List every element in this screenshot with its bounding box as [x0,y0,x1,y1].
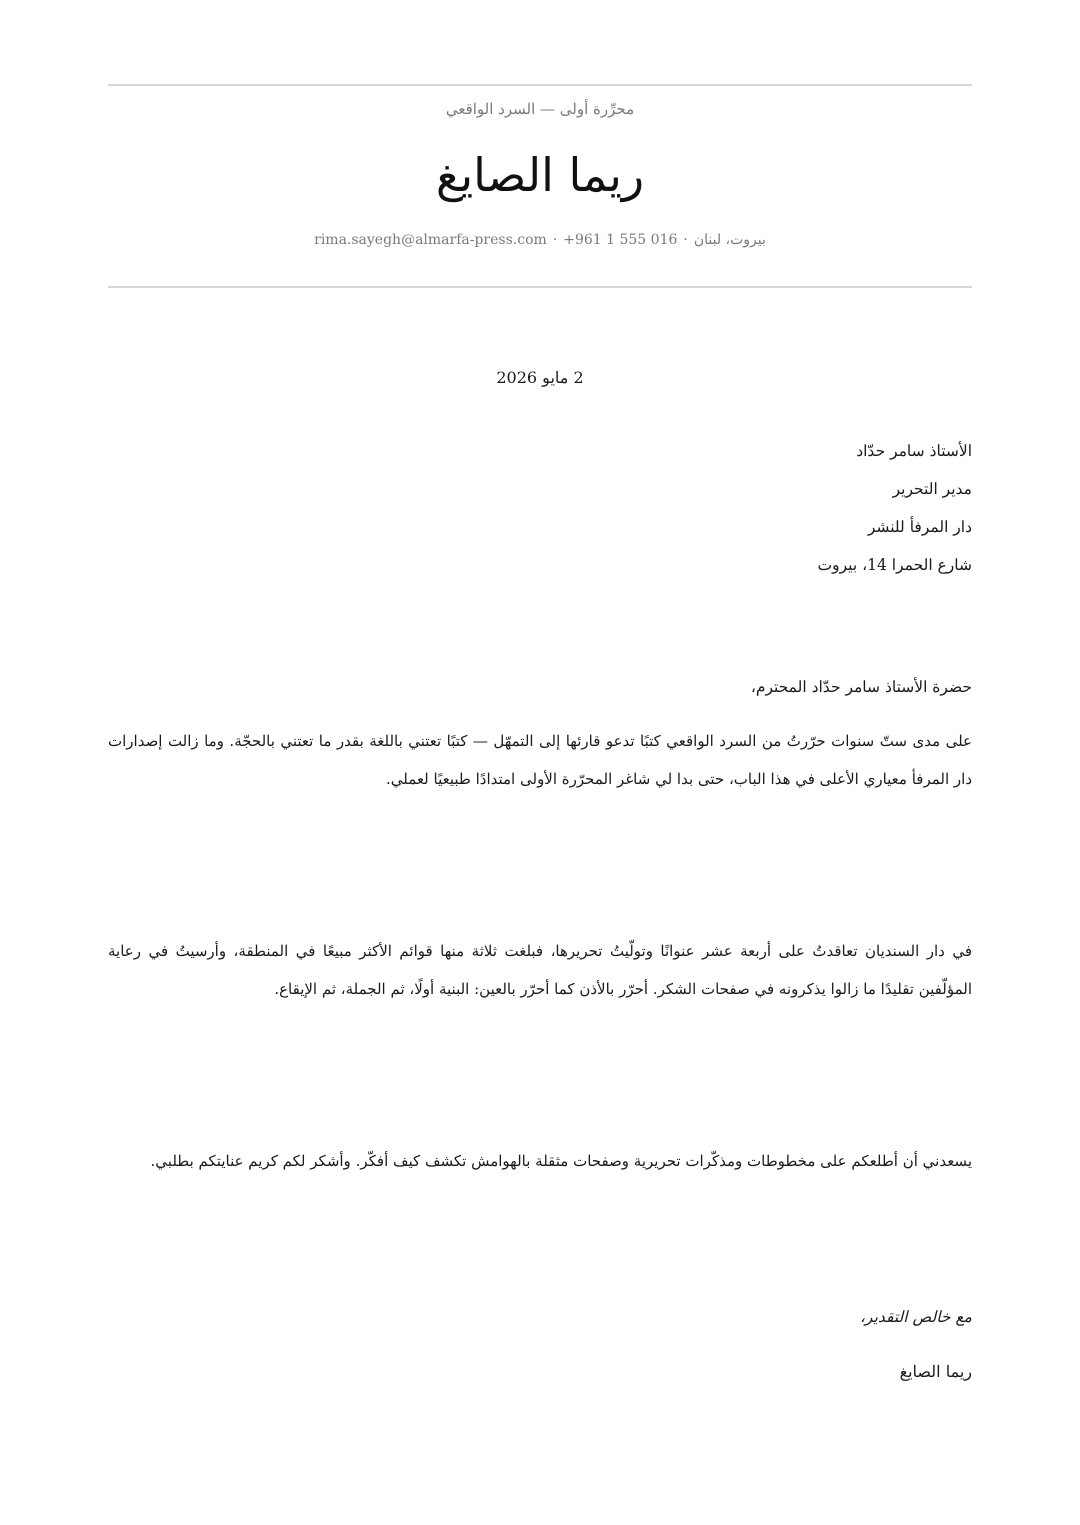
sender-name-title: ريما الصايغ [435,148,645,202]
recipient-role: مدير التحرير [892,480,972,498]
recipient-name: الأستاذ سامر حدّاد [856,442,972,460]
sender-location: بيروت، لبنان [693,232,766,248]
recipient-address: شارع الحمرا 14، بيروت [817,556,972,574]
header-top-divider [108,84,972,86]
contact-separator: · [683,232,688,248]
letter-date: 2 مايو 2026 [496,368,584,387]
letter-page [108,0,972,1525]
sender-contact-line [108,232,972,248]
sender-tagline: محرِّرة أولى — السرد الواقعي [445,100,635,118]
body-paragraph: على مدى ستّ سنوات حرّرتُ من السرد الواقعي كتبًا تدعو قارئها إلى التمهّل — كتبًا تعتني باللغة بقدر ما تعتني بالحجّة. وما زالت إصدارات دار المرفأ معياري الأعلى في هذا الباب، حتى بدا لي شاغر المحرّرة الأولى امتدادًا طبيعيًا لعملي. [108,732,972,788]
recipient-company: دار المرفأ للنشر [867,518,972,536]
sender-email: rima.sayegh@almarfa-press.com [314,232,547,248]
salutation: حضرة الأستاذ سامر حدّاد المحترم، [750,678,972,696]
header-bottom-divider [108,286,972,288]
body-paragraph: يسعدني أن أطلعكم على مخطوطات ومذكّرات تحريرية وصفحات مثقلة بالهوامش تكشف كيف أفكّر. وأشكر لكم كريم عنايتكم بطلبي. [150,1152,972,1170]
contact-separator: · [552,232,558,248]
signature-name: ريما الصايغ [899,1362,972,1381]
recipient-block [108,432,972,584]
sender-phone: +961 1 555 016 [563,232,678,248]
closing: مع خالص التقدير، [860,1308,972,1326]
body-paragraph: في دار السنديان تعاقدتُ على أربعة عشر عنوانًا وتولّيتُ تحريرها، فبلغت ثلاثة منها قوائم الأكثر مبيعًا في المنطقة، وأرسيتُ في رعاية المؤلّفين تقليدًا ما زالوا يذكرونه في صفحات الشكر. أحرّر بالأذن كما أحرّر بالعين: البنية أولًا، ثم الجملة، ثم الإيقاع. [108,942,972,998]
